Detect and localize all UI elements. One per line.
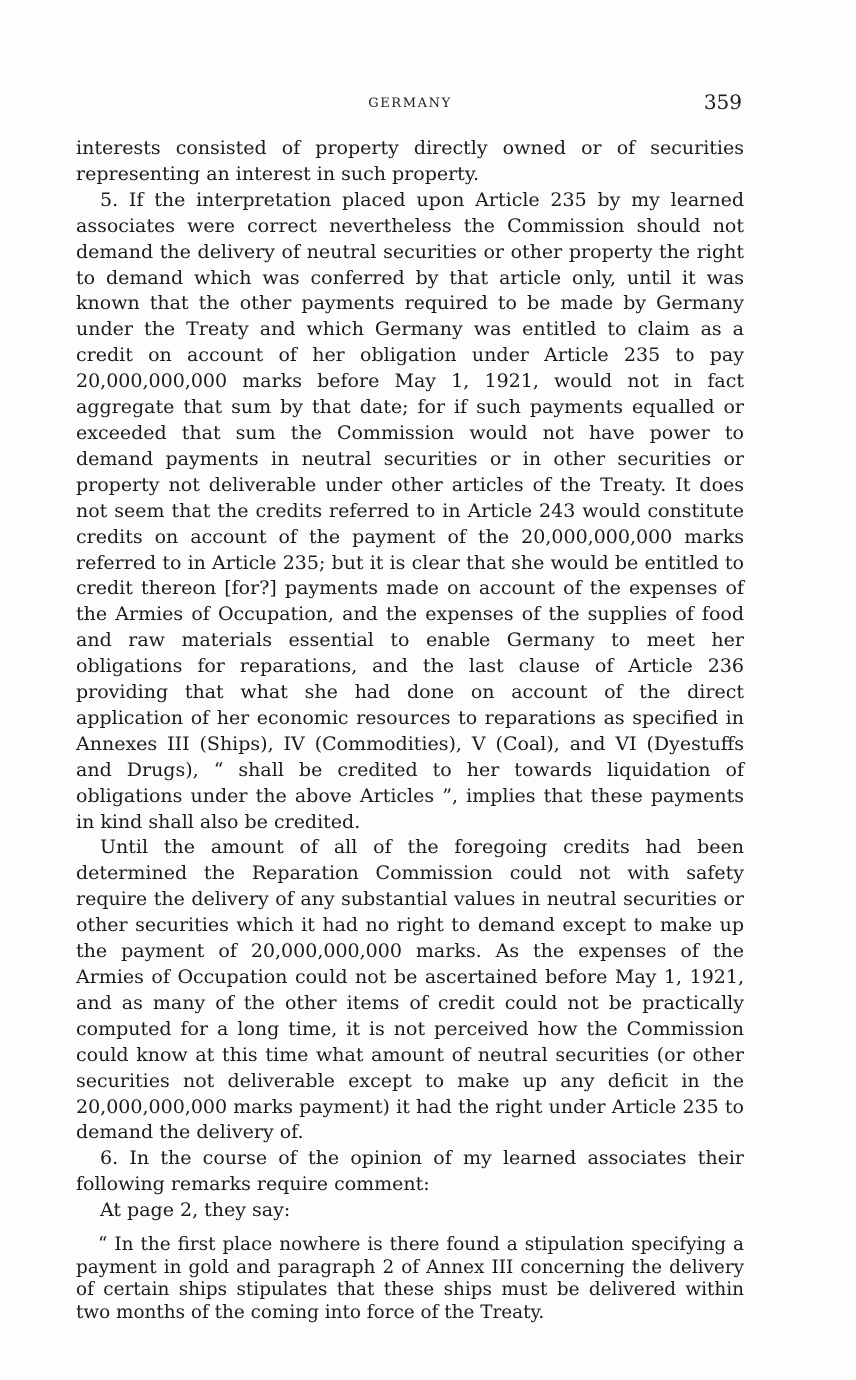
paragraph-credits: Until the amount of all of the foregoing credits had been determined the Reparation Commission could not with safety require the delivery of any substantial values in neutral securities or other securities which it had no right to demand except to make up the payment of 20,000,000,000 marks. As the expenses of the Armies of Occupation could not be ascertained before May 1, 1921, and as many of the other items of credit could not be practically computed for a long time, it is not perceived how the Commission could know at this time what amount of neutral securities (or other securities not deliverable except to make up any deficit in the 20,000,000,000 marks payment) it had the right under Article 235 to demand the delivery of. — [76, 836, 744, 1144]
paragraph-continued: interests consisted of property directly owned or of securities representing an interest in such property. — [76, 137, 744, 185]
page-number: 359 — [703, 90, 742, 114]
block-quote: “ In the first place nowhere is there found a stipulation specifying a payment in gold and paragraph 2 of Annex III concerning the delivery of certain ships stipulates that these ships must be delivered within two months of the coming into force of the Treaty. — [76, 1234, 744, 1323]
paragraph-point-5: 5. If the interpretation placed upon Article 235 by my learned associates were correct nevertheless the Commission should not demand the delivery of neutral securities or other property the right to demand which was conferred by that article only, until it was known that the other payments required to be made by Germany under the Treaty and which Germany was entitled to claim as a credit on account of her obligation under Article 235 to pay 20,000,000,000 marks before May 1, 1921, would not in fact aggregate that sum by that date; for if such payments equalled or exceeded that sum the Commission would not have power to demand payments in neutral securities or in other securities or property not deliverable under other articles of the Treaty. It does not seem that the credits referred to in Article 243 would constitute credits on account of the payment of the 20,000,000,000 marks referred to in Article 235; but it is clear that she would be entitled to credit thereon [for?] payments made on account of the expenses of the Armies of Occupation, and the expenses of the supplies of food and raw materials essential to enable Germany to meet her obligations for reparations, and the last clause of Article 236 providing that what she had done on account of the direct application of her economic resources to reparations as specified in Annexes III (Ships), IV (Commodities), V (Coal), and VI (Dyestuffs and Drugs), “ shall be credited to her towards liquidation of obligations under the above Articles ”, implies that these payments in kind shall also be credited. — [76, 188, 744, 833]
page-header — [76, 92, 744, 118]
running-head: GERMANY — [368, 96, 452, 111]
paragraph-page-2: At page 2, they say: — [100, 1199, 291, 1222]
body-text — [76, 136, 744, 1324]
paragraph-point-6: 6. In the course of the opinion of my learned associates their following remarks require comment: — [76, 1147, 744, 1196]
